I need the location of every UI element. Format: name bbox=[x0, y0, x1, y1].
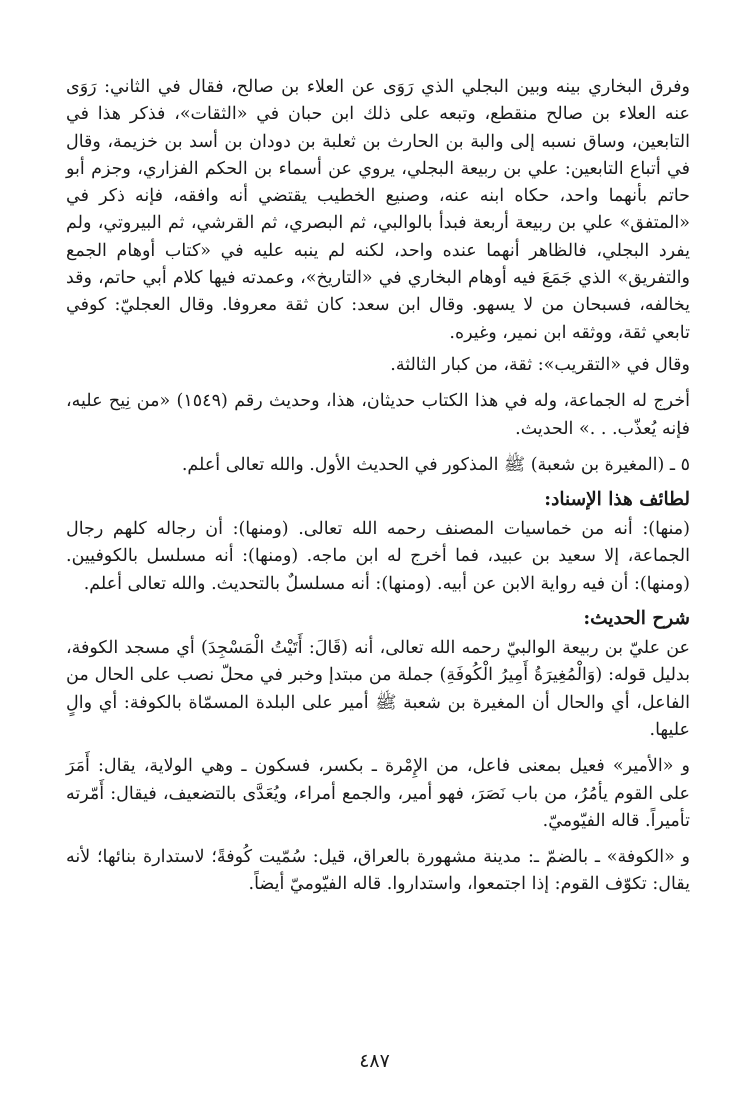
paragraph-narrator-discussion: وفرق البخاري بينه وبين البجلي الذي رَوَى عن العلاء بن صالح، فقال في الثاني: رَوَى عنه العلاء بن صالح منقطع، وتبعه على ذلك ابن حبان في «الثقات»، فذكر هذا في التابعين، وساق نسبه إلى والبة بن الحارث بن ثعلبة بن دودان بن أسد بن خزيمة، وقال في أتباع التابعين: علي بن ربيعة البجلي، يروي عن أسماء بن الحكم الفزاري، وجزم أبو حاتم بأنهما واحد، حكاه ابنه عنه، وصنيع الخطيب يقتضي أنه وافقه، فإنه ذكر في «المتفق» علي بن ربيعة أربعة فبدأ بالوالبي، ثم البصري، ثم القرشي، ثم البيروتي، ولم يفرد البجلي، فالظاهر أنهما عنده واحد، لكنه لم ينبه عليه في «كتاب أوهام الجمع والتفريق» الذي جَمَعَ فيه أوهام البخاري في «التاريخ»، وعمدته فيها كلام أبي حاتم، وقد يخالفه، فسبحان من لا يسهو. وقال ابن سعد: كان ثقة معروفا. وقال العجليّ: كوفي تابعي ثقة، ووثقه ابن نمير، وغيره. bbox=[66, 77, 690, 343]
page-body bbox=[66, 74, 690, 899]
paragraph-mughira: ٥ ـ (المغيرة بن شعبة) ﷺ المذكور في الحديث الأول. والله تعالى أعلم. bbox=[181, 454, 690, 475]
paragraph-kufa: و «الكوفة» ـ بالضمّ ـ: مدينة مشهورة بالعراق، قيل: سُمّيت كُوفةً؛ لاستدارة بنائها؛ لأنه يقال: تكوّف القوم: إذا اجتمعوا، واستداروا. قاله الفيّوميّ أيضاً. bbox=[66, 847, 690, 895]
paragraph-isnad-notes: (منها): أنه من خماسيات المصنف رحمه الله تعالى. (ومنها): أن رجاله كلهم رجال الجماعة، إلا سعيد بن عبيد، فما أخرج له ابن ماجه. (ومنها): أنه مسلسل بالكوفيين. (ومنها): أن فيه رواية الابن عن أبيه. (ومنها): أنه مسلسلٌ بالتحديث. والله تعالى أعلم. bbox=[66, 519, 690, 594]
paragraph-explanation: عن عليّ بن ربيعة الوالبيّ رحمه الله تعالى، أنه (قَالَ: أَتَيْتُ الْمَسْجِدَ) أي مسجد الكوفة، بدليل قوله: (وَالْمُغِيرَةُ أَمِيرُ الْكُوفَةِ) جملة من مبتدإ وخبر في محلّ نصب على الحال من الفاعل، أي والحال أن المغيرة بن شعبة ﷺ أمير على البلدة المسمّاة بالكوفة: أي والٍ عليها. bbox=[66, 638, 690, 740]
heading-isnad-notes: لطائف هذا الإسناد: bbox=[544, 489, 690, 511]
page-number: ٤٨٧ bbox=[359, 1050, 390, 1072]
paragraph-taqrib: وقال في «التقريب»: ثقة، من كبار الثالثة. bbox=[390, 354, 690, 375]
paragraph-amir: و «الأمير» فعيل بمعنى فاعل، من الإِمْرة ـ بكسر، فسكون ـ وهي الولاية، يقال: أَمَرَ على القوم يأمُرُ، من باب نَصَرَ، فهو أمير، والجمع أمراء، ويُعَدَّى بالتضعيف، فيقال: أَمّرته تأميراً. قاله الفيّوميّ. bbox=[66, 756, 690, 831]
heading-hadith-explanation: شرح الحديث: bbox=[583, 608, 690, 630]
paragraph-takhrij: أخرج له الجماعة، وله في هذا الكتاب حديثان، هذا، وحديث رقم (١٥٤٩) «من نِيح عليه، فإنه يُعذّب. . .» الحديث. bbox=[66, 391, 690, 439]
